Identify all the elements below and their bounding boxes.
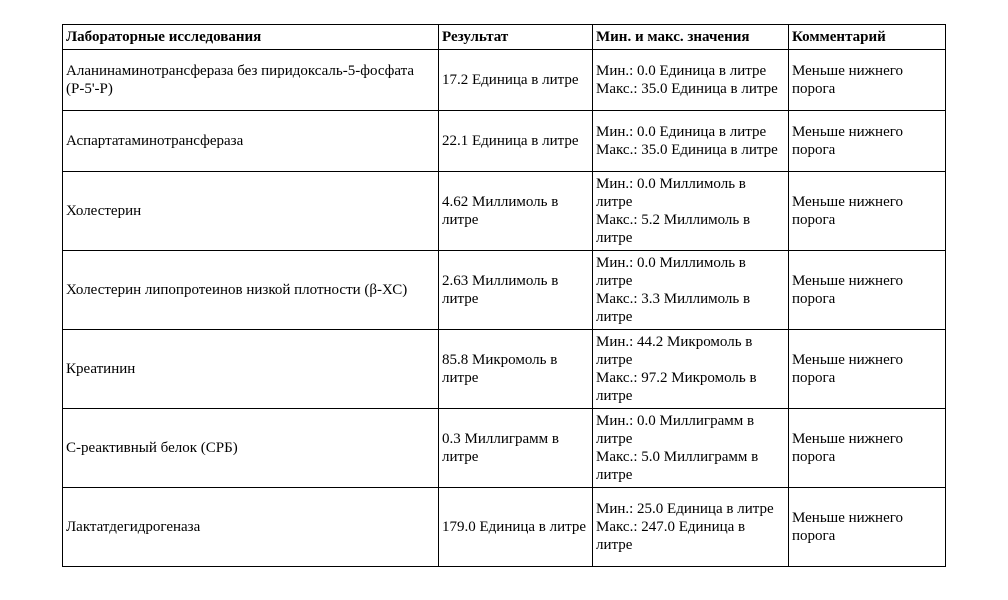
comment: Меньше нижнего порога <box>789 251 946 330</box>
range-min: Мин.: 44.2 Микромоль в литре <box>596 334 753 368</box>
range-max: Макс.: 35.0 Единица в литре <box>596 142 778 158</box>
table-row <box>63 488 946 567</box>
table-row <box>63 50 946 111</box>
range-max: Макс.: 5.2 Миллимоль в литре <box>596 212 751 246</box>
range-min: Мин.: 0.0 Миллимоль в литре <box>596 255 746 289</box>
result-value: 4.62 Миллимоль в литре <box>439 172 593 251</box>
comment: Меньше нижнего порога <box>789 172 946 251</box>
range-max: Макс.: 5.0 Миллиграмм в литре <box>596 449 759 483</box>
header-test: Лабораторные исследования <box>63 25 439 50</box>
range-min: Мин.: 0.0 Миллиграмм в литре <box>596 413 755 447</box>
lab-results-table <box>62 24 946 567</box>
reference-range <box>593 330 789 409</box>
table-row <box>63 330 946 409</box>
comment: Меньше нижнего порога <box>789 409 946 488</box>
result-value: 0.3 Миллиграмм в литре <box>439 409 593 488</box>
range-min: Мин.: 0.0 Единица в литре <box>596 124 767 140</box>
reference-range <box>593 251 789 330</box>
range-min: Мин.: 0.0 Миллимоль в литре <box>596 176 746 210</box>
result-value: 17.2 Единица в литре <box>439 50 593 111</box>
result-value: 179.0 Единица в литре <box>439 488 593 567</box>
table-header-row <box>63 25 946 50</box>
result-value: 22.1 Единица в литре <box>439 111 593 172</box>
header-range: Мин. и макс. значения <box>593 25 789 50</box>
test-name: Креатинин <box>63 330 439 409</box>
test-name: С-реактивный белок (СРБ) <box>63 409 439 488</box>
table-row <box>63 409 946 488</box>
reference-range <box>593 409 789 488</box>
comment: Меньше нижнего порога <box>789 488 946 567</box>
reference-range <box>593 111 789 172</box>
header-comment: Комментарий <box>789 25 946 50</box>
comment: Меньше нижнего порога <box>789 330 946 409</box>
range-max: Макс.: 35.0 Единица в литре <box>596 81 778 97</box>
result-value: 85.8 Микромоль в литре <box>439 330 593 409</box>
range-max: Макс.: 247.0 Единица в литре <box>596 519 746 553</box>
test-name: Холестерин липопротеинов низкой плотности (β-ХС) <box>63 251 439 330</box>
range-max: Макс.: 3.3 Миллимоль в литре <box>596 291 751 325</box>
table-row <box>63 251 946 330</box>
test-name: Холестерин <box>63 172 439 251</box>
test-name: Аланинаминотрансфераза без пиридоксаль-5-фосфата (Р-5'-Р) <box>63 50 439 111</box>
table-row <box>63 172 946 251</box>
range-min: Мин.: 0.0 Единица в литре <box>596 63 767 79</box>
reference-range <box>593 50 789 111</box>
test-name: Аспартатаминотрансфераза <box>63 111 439 172</box>
range-min: Мин.: 25.0 Единица в литре <box>596 501 774 517</box>
table-row <box>63 111 946 172</box>
comment: Меньше нижнего порога <box>789 111 946 172</box>
result-value: 2.63 Миллимоль в литре <box>439 251 593 330</box>
header-result: Результат <box>439 25 593 50</box>
reference-range <box>593 172 789 251</box>
range-max: Макс.: 97.2 Микромоль в литре <box>596 370 757 404</box>
comment: Меньше нижнего порога <box>789 50 946 111</box>
reference-range <box>593 488 789 567</box>
test-name: Лактатдегидрогеназа <box>63 488 439 567</box>
